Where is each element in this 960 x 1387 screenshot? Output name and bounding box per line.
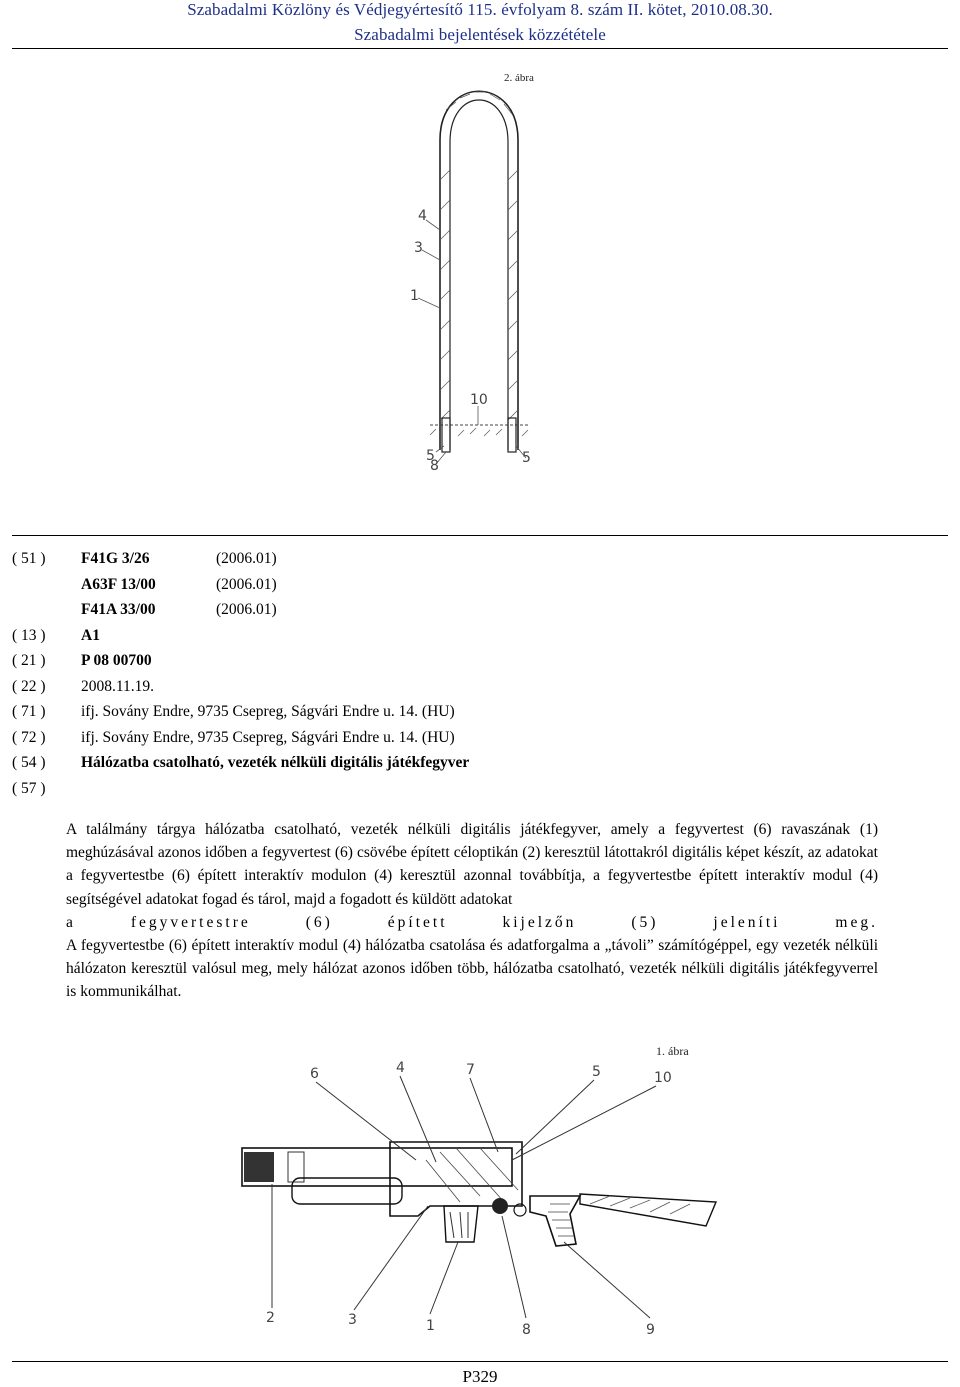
inid-code: ( 22 ) xyxy=(12,677,46,695)
abstract-paragraph-1: A találmány tárgya hálózatba csatolható, vezeték nélküli digitális játékfegyver, amely a fegyvertest (6) ravaszának (1) meghúzásával azonos időben a fegyvertest (6) csövébe épített céloptikán (2) keresztül látottakról digitális képet készít, az adatokat a fegyvertestbe (6) épített interaktív modulon (4) keresztül azonnal továbbítja, a fegyvertestbe épített interaktív modul (4) segítségével adatokat fogad és tárol, majd a fogadott és küldött adatokat xyxy=(66,821,878,908)
inid-code: ( 71 ) xyxy=(12,703,46,720)
journal-header: Szabadalmi Közlöny és Védjegyértesítő 115. évfolyam 8. szám II. kötet, 2010.08.30. xyxy=(187,0,773,19)
document-kind: A1 xyxy=(81,626,100,644)
figure1-label-1: 1 xyxy=(426,1318,435,1334)
applicant: ifj. Sovány Endre, 9735 Csepreg, Ságvári Endre u. 14. (HU) xyxy=(81,703,455,720)
figure1-label-4: 4 xyxy=(396,1060,405,1076)
section-header: Szabadalmi bejelentések közzététele xyxy=(354,25,606,44)
figure1-label-7: 7 xyxy=(466,1062,475,1078)
inventor: ifj. Sovány Endre, 9735 Csepreg, Ságvári Endre u. 14. (HU) xyxy=(81,728,455,746)
figure2-label-8: 8 xyxy=(430,458,439,474)
figure1-label-6: 6 xyxy=(310,1066,319,1082)
inid-code: ( 57 ) xyxy=(12,779,46,797)
figure2-label-4: 4 xyxy=(418,208,427,224)
figure2-label-3: 3 xyxy=(414,240,423,256)
inid-code: ( 72 ) xyxy=(12,728,46,746)
inid-code: ( 21 ) xyxy=(12,652,46,669)
figure1-label-9: 9 xyxy=(646,1322,655,1338)
abstract-paragraph-2: A fegyvertestbe (6) épített interaktív modul (4) hálózatba csatolása és adatforgalma a „távoli” számítógéppel, egy vezeték nélküli hálózaton keresztül valósul meg, mely hálózat azonos időben több, hálózatba csatolható, vezeték nélküli digitális játékfegyverrel is kommunikálhat. xyxy=(66,937,878,1001)
figure2-drawing xyxy=(400,80,560,474)
inid-code: ( 51 ) xyxy=(12,550,46,567)
filing-date: 2008.11.19. xyxy=(81,677,155,695)
inid-code: ( 13 ) xyxy=(12,626,46,644)
figure1-label-10: 10 xyxy=(654,1070,672,1086)
figure2-label-1: 1 xyxy=(410,288,419,304)
abstract xyxy=(66,818,878,1004)
invention-title: Hálózatba csatolható, vezeték nélküli digitális játékfegyver xyxy=(81,754,470,771)
ipc-class: F41G 3/26 xyxy=(81,550,150,567)
ipc-version: (2006.01) xyxy=(216,550,277,567)
footer-rule xyxy=(12,1361,948,1362)
ipc-class: A63F 13/00 xyxy=(81,575,156,593)
figure2-label-10: 10 xyxy=(470,392,488,408)
ipc-class: F41A 33/00 xyxy=(81,601,156,618)
inid-code: ( 54 ) xyxy=(12,754,46,771)
page-number: P329 xyxy=(462,1367,498,1386)
header-rule xyxy=(12,48,948,49)
ipc-version: (2006.01) xyxy=(216,575,277,593)
abstract-paragraph-1-last-line: a fegyvertestre (6) épített kijelzőn (5) jeleníti meg. xyxy=(66,913,878,931)
figure2-label-5-left: 5 xyxy=(426,448,435,464)
figure1-label-3: 3 xyxy=(348,1312,357,1328)
figure1-caption: 1. ábra xyxy=(656,1044,689,1058)
figure1-label-5: 5 xyxy=(592,1064,601,1080)
figure2-label-5-right: 5 xyxy=(522,450,531,466)
figure1-label-8: 8 xyxy=(522,1322,531,1338)
figure2-caption: 2. ábra xyxy=(504,72,534,84)
figure1-label-2: 2 xyxy=(266,1310,275,1326)
ipc-version: (2006.01) xyxy=(216,601,277,618)
application-number: P 08 00700 xyxy=(81,652,152,669)
section-rule xyxy=(12,535,948,536)
figure1-drawing xyxy=(230,1056,730,1346)
